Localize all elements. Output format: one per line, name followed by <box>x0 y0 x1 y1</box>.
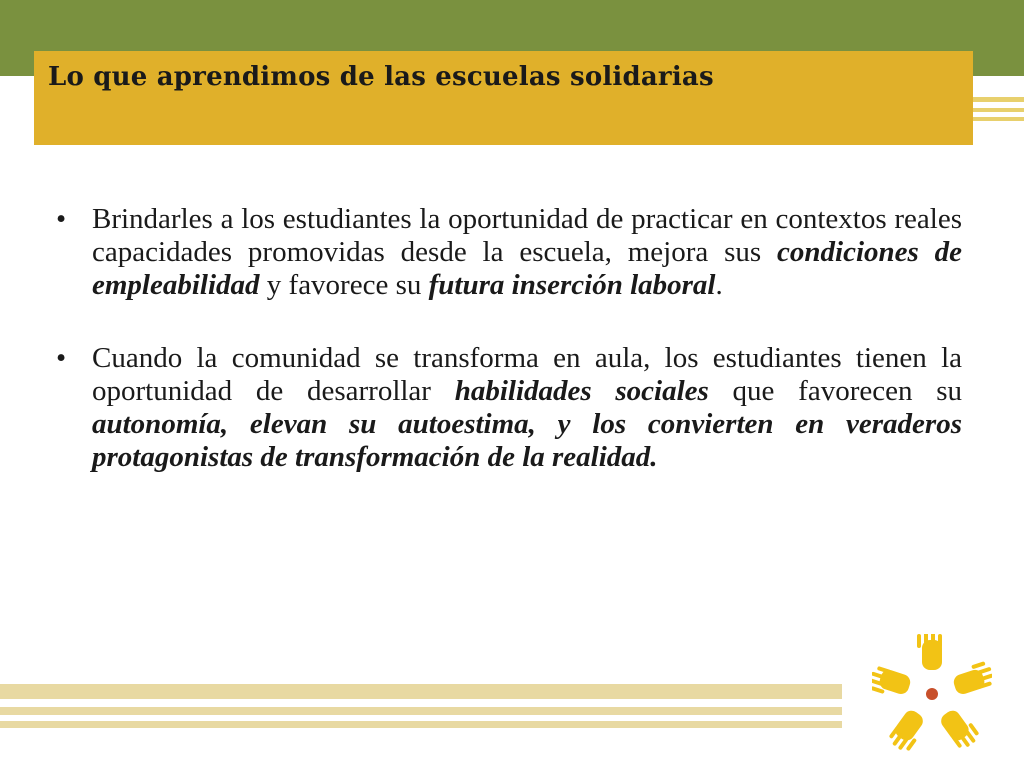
bullet-emphasis: autonomía, elevan su autoestima, y los convierten en veraderos protagonistas de transformación de la realidad. <box>92 408 962 473</box>
bullet-item-1 <box>56 203 962 302</box>
bottom-stripe-3 <box>0 721 842 728</box>
bottom-stripe-2 <box>0 707 842 715</box>
bullet-text: y favorece su <box>259 269 429 301</box>
bullet-text: . <box>715 269 723 301</box>
bullet-marker: • <box>56 342 67 374</box>
right-stripe-2 <box>973 108 1024 112</box>
right-stripe-3 <box>973 117 1024 121</box>
bullet-item-2 <box>56 342 962 474</box>
bullet-text: Cuando la comunidad se transforma en aula, los estudiantes tienen la oportunidad de desarrollar <box>92 342 962 407</box>
bullet-marker: • <box>56 203 67 235</box>
bullet-emphasis: condiciones de empleabilidad <box>92 236 962 301</box>
bullet-emphasis: futura inserción laboral <box>428 269 716 301</box>
title-box <box>34 51 973 145</box>
bullet-text: Brindarles a los estudiantes la oportunidad de practicar en contextos reales capacidades promovidas desde la escuela, mejora sus <box>92 203 962 268</box>
right-stripe-1 <box>973 97 1024 102</box>
slide-content <box>56 203 962 474</box>
bullet-text: que favorecen su <box>708 375 962 407</box>
bottom-stripe-1 <box>0 684 842 699</box>
bullet-emphasis: habilidades sociales <box>454 375 709 407</box>
slide-title: Lo que aprendimos de las escuelas solidarias <box>48 62 714 92</box>
hands-circle-logo-icon <box>872 634 992 754</box>
